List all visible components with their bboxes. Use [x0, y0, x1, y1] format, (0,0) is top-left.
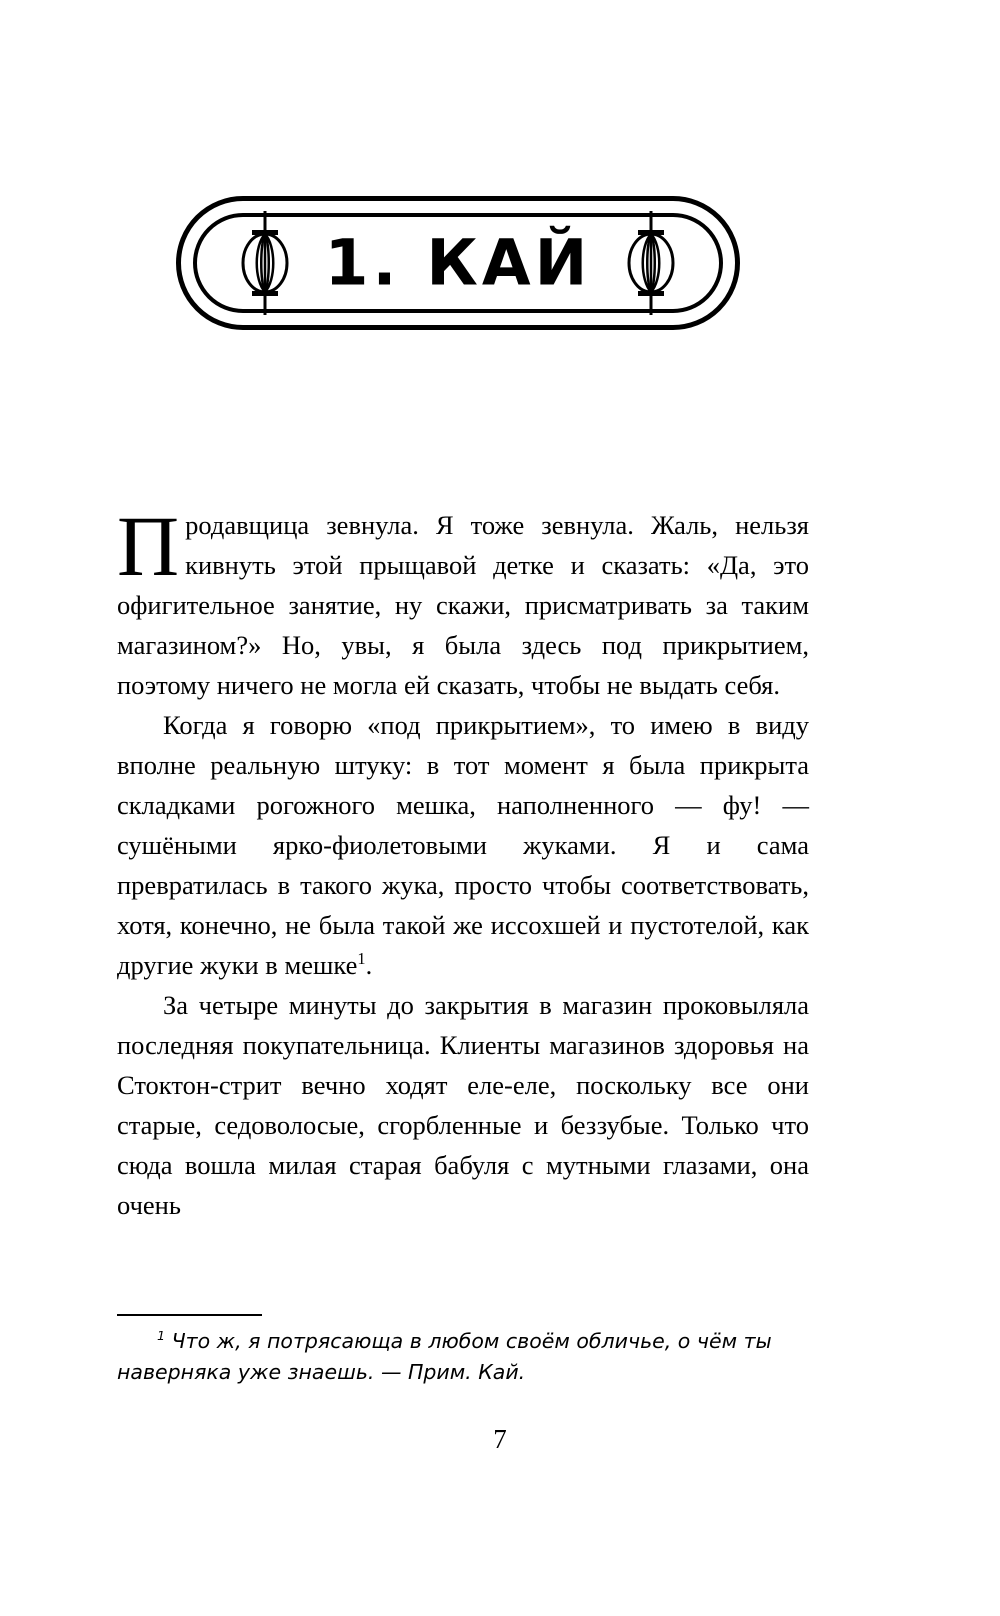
paragraph-text: родавщица зевнула. Я тоже зевнула. Жаль, нельзя кивнуть этой прыщавой детке и сказать: «Да, это офигительное занятие, ну скажи, присматривать за таким магазином?» Но, увы, я была здесь под прикрытием, поэтому ничего не могла ей сказать, чтобы не выдать себя.: [117, 510, 809, 700]
footnote-reference[interactable]: 1: [357, 949, 366, 969]
footnote-body: Что ж, я потрясающа в любом своём обличье, о чём ты наверняка уже знаешь. — Прим. Кай.: [117, 1329, 772, 1384]
paragraph-text: Когда я говорю «под прикрытием», то имею в виду вполне реальную штуку: в тот момент я была прикрыта складками рогожного мешка, наполненного — фу! — сушёными ярко-фиолетовыми жуками. Я и сама превратилась в такого жука, просто чтобы соответствовать, хотя, конечно, не была такой же иссохшей и пустотелой, как другие жуки в мешке: [117, 710, 809, 980]
page-number: 7: [493, 1424, 507, 1454]
footnote-separator: [117, 1314, 262, 1316]
paragraph: [117, 705, 809, 985]
paragraph: [117, 498, 809, 705]
footnote-marker: 1: [157, 1328, 166, 1344]
body-text: [117, 498, 809, 1225]
footnote-block: [117, 1314, 809, 1388]
paragraph-text-tail: .: [365, 950, 373, 980]
paragraph: [117, 985, 809, 1225]
footnote-text: [117, 1326, 809, 1388]
chapter-header: [176, 196, 740, 330]
drop-cap: П: [117, 498, 180, 594]
paragraph-text: За четыре минуты до закрытия в магазин проковыляла последняя покупательница. Клиенты магазинов здоровья на Стоктон-стрит вечно ходят еле-еле, поскольку все они старые, седоволосые, сгорбленные и беззубые. Только что сюда вошла милая старая бабуля с мутными глазами, она очень: [117, 990, 809, 1220]
chapter-title: 1. КАЙ: [324, 226, 592, 300]
